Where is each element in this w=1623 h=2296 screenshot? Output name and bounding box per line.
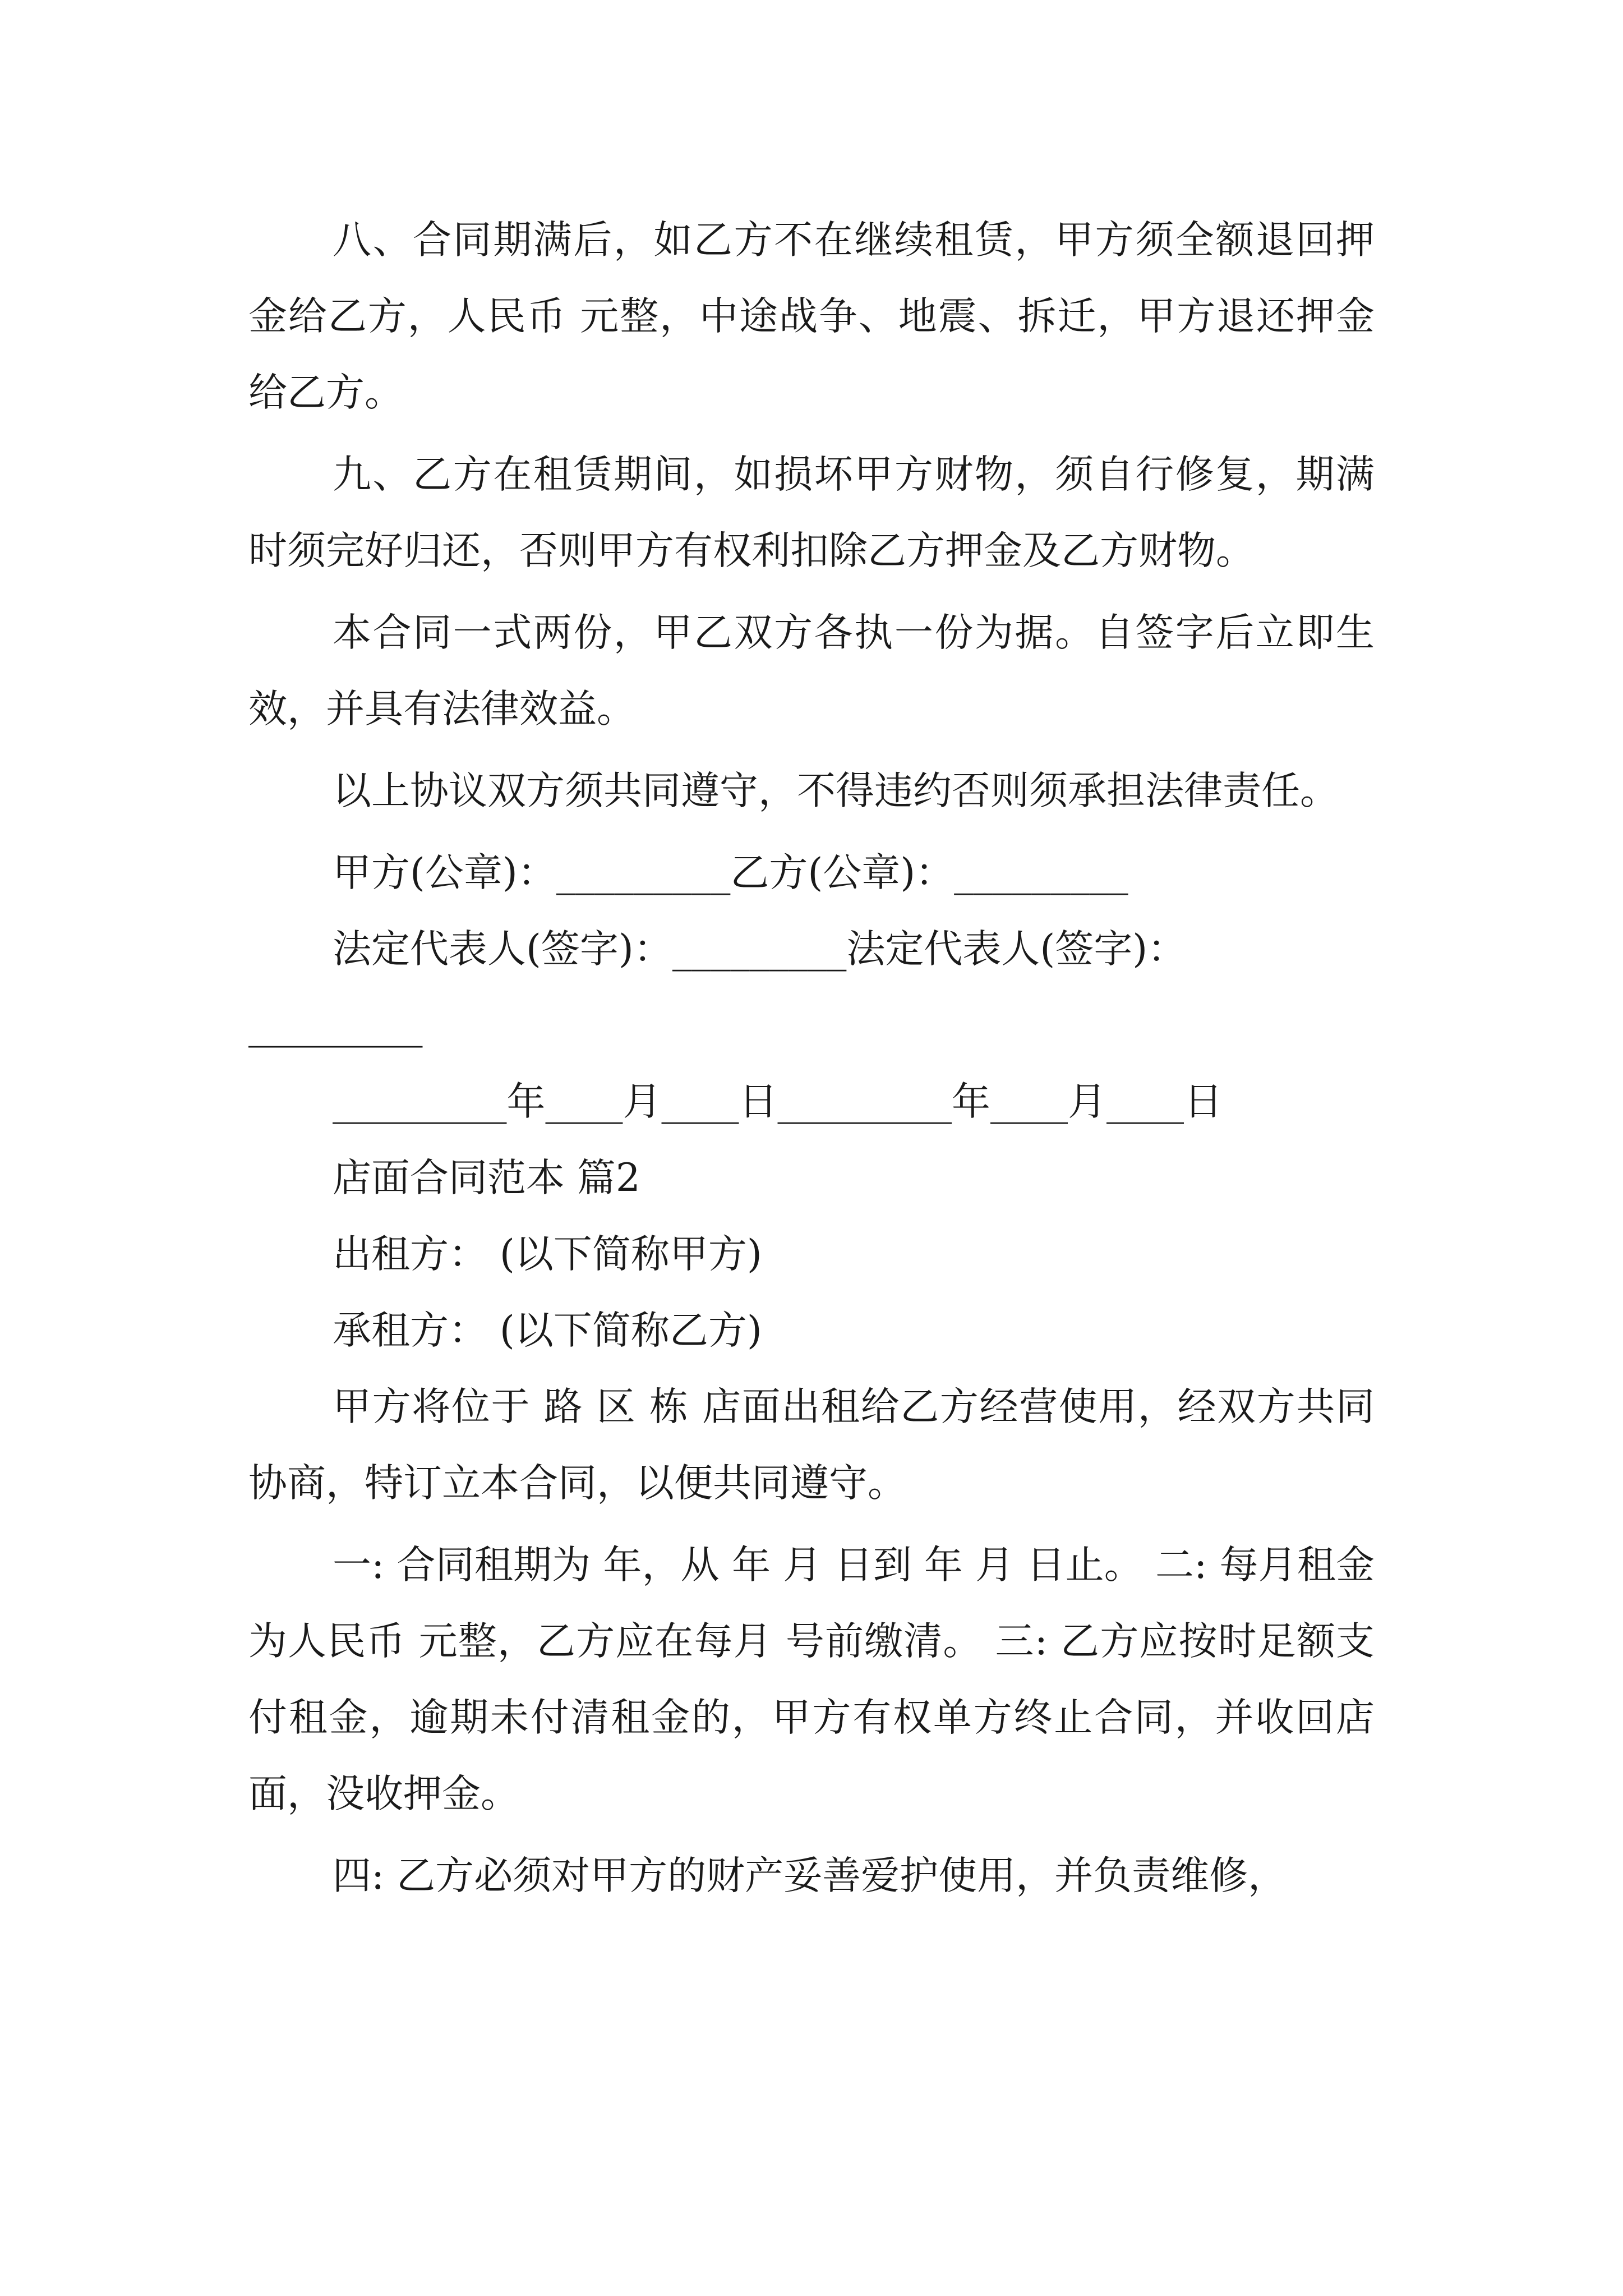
clause-eight: 八、合同期满后，如乙方不在继续租赁，甲方须全额退回押金给乙方，人民币 元整，中途战争、地震、拆迁，甲方退还押金给乙方。 [248,218,1375,415]
date-line: _________年____月____日_________年____月____日 [333,1079,1223,1124]
compliance-clause: 以上协议双方须共同遵守，不得违约否则须承担法律责任。 [333,769,1339,813]
representative-signature-continuation: _________ [248,1003,423,1048]
seal-signature-line: 甲方(公章)：_________乙方(公章)：_________ [333,850,1128,895]
representative-signature-line: 法定代表人(签字)：_________法定代表人(签字)： [333,927,1187,972]
clause-nine: 九、乙方在租赁期间，如损坏甲方财物，须自行修复，期满时须完好归还，否则甲方有权利扣除乙方押金及乙方财物。 [248,452,1375,573]
lessee-line: 承租方： (以下简称乙方) [333,1308,762,1353]
copies-clause: 本合同一式两份，甲乙双方各执一份为据。自签字后立即生效，并具有法律效益。 [248,610,1375,731]
document-body [248,202,1375,1914]
section-heading: 店面合同范本 篇2 [333,1156,640,1200]
clause-four: 四: 乙方必须对甲方的财产妥善爱护使用，并负责维修， [333,1853,1287,1898]
term-rent-clause: 一: 合同租期为 年，从 年 月 日到 年 月 日止。 二: 每月租金为人民币 元整，乙方应在每月 号前缴清。 三: 乙方应按时足额支付租金，逾期未付清租金的，甲方有权单方终止合同，并收回店面，没收押金。 [248,1543,1375,1816]
lessor-line: 出租方： (以下简称甲方) [333,1232,762,1277]
premises-clause: 甲方将位于 路 区 栋 店面出租给乙方经营使用，经双方共同协商，特订立本合同，以便共同遵守。 [248,1384,1375,1506]
